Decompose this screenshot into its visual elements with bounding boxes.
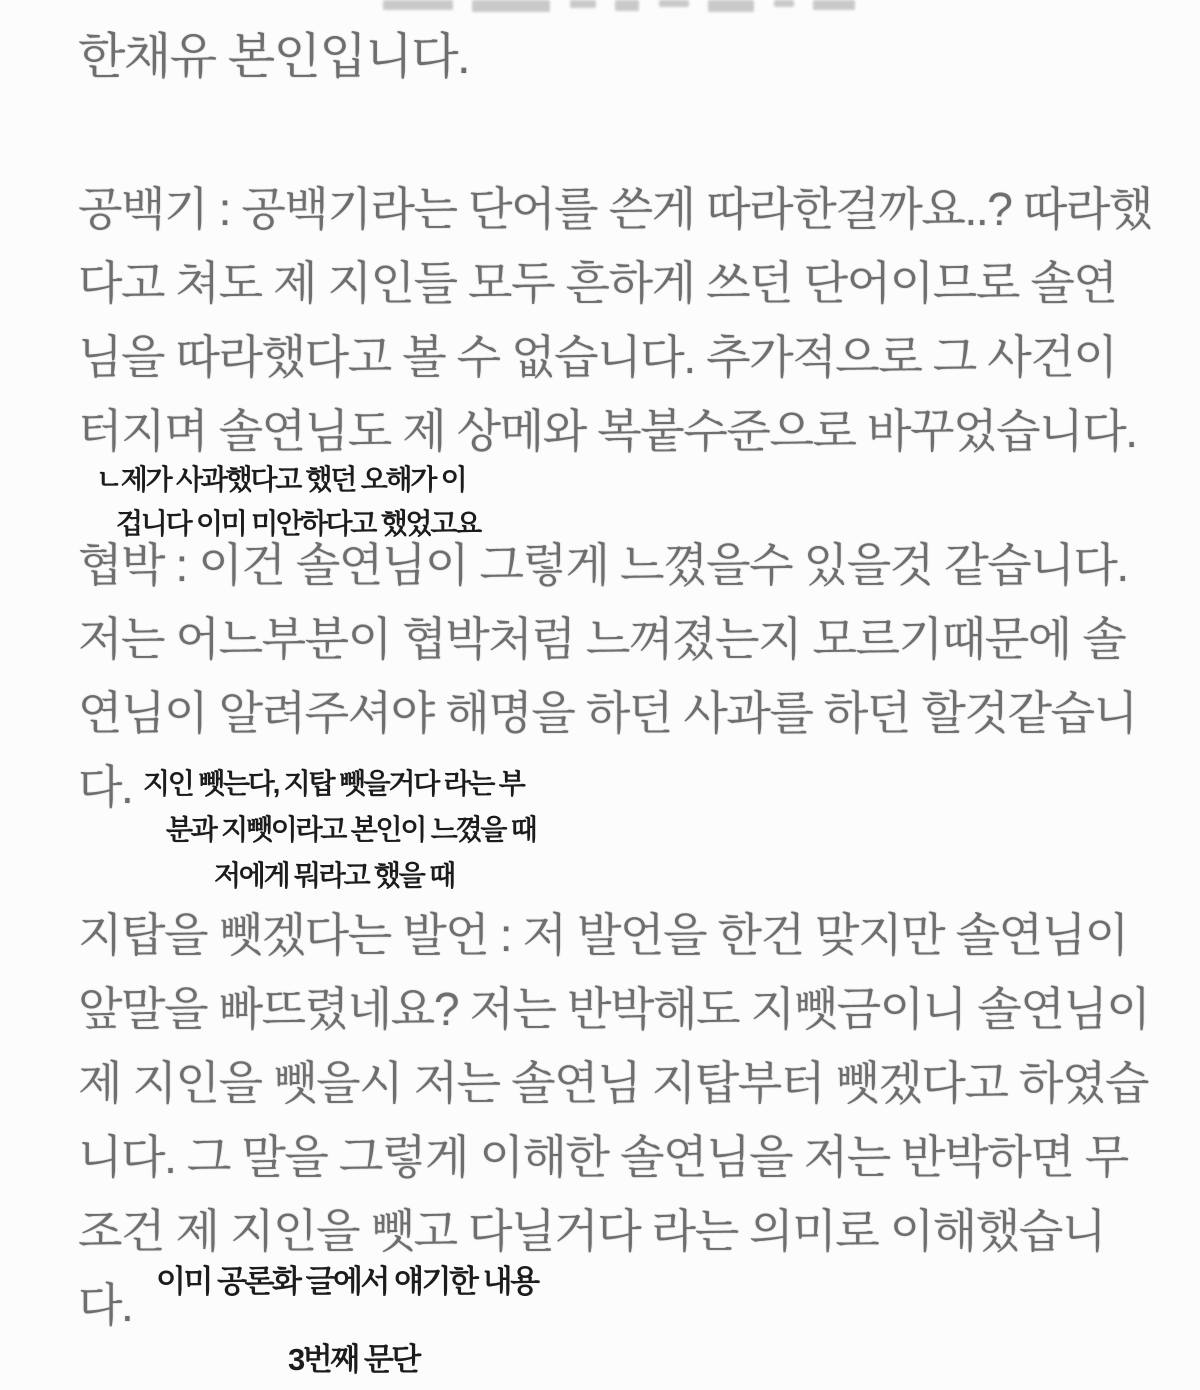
annotation3-line2: 3번째 문단 <box>288 1342 419 1377</box>
intro-line: 한채유 본인입니다. <box>78 30 470 84</box>
annotation1-line2: 겁니다 이미 미안하다고 했었고요 <box>116 508 480 539</box>
paragraph3-line3: 제 지인을 뺏을시 저는 솔연님 지탑부터 뺏겠다고 하였습 <box>78 1057 1149 1109</box>
annotation2-line2: 분과 지뺏이라고 본인이 느꼈을 때 <box>166 814 536 845</box>
fragment-mark <box>570 0 596 8</box>
annotation3-line1: 이미 공론화 글에서 얘기한 내용 <box>156 1264 538 1299</box>
fragment-mark <box>659 0 689 7</box>
fragment-mark <box>383 0 453 10</box>
annotation2-line3: 저에게 뭐라고 했을 때 <box>214 860 454 891</box>
cropped-text-fragment <box>383 0 870 16</box>
paragraph2-line3: 연님이 알려주셔야 해명을 하던 사과를 하던 할것같습니 <box>78 687 1137 739</box>
paragraph2-line1: 협박 : 이건 솔연님이 그렇게 느꼈을수 있을것 같습니다. <box>78 539 1128 591</box>
paragraph3-line4: 니다. 그 말을 그렇게 이해한 솔연님을 저는 반박하면 무 <box>78 1131 1128 1183</box>
paragraph3-line5: 조건 제 지인을 뺏고 다닐거다 라는 의미로 이해했습니 <box>78 1205 1106 1257</box>
fragment-mark <box>774 0 794 7</box>
fragment-mark <box>813 0 855 10</box>
paragraph3-line1: 지탑을 뺏겠다는 발언 : 저 발언을 한건 맞지만 솔연님이 <box>78 909 1128 961</box>
annotation1-line1: ㄴ제가 사과했다고 했던 오해가 이 <box>96 464 466 495</box>
paragraph1-line4: 터지며 솔연님도 제 상메와 복붙수준으로 바꾸었습니다. <box>78 405 1137 457</box>
paragraph2-line4: 다. <box>78 761 133 813</box>
fragment-mark <box>708 0 754 12</box>
paragraph1-line1: 공백기 : 공백기라는 단어를 쓴게 따라한걸까요..? 따라했 <box>78 183 1153 235</box>
annotation2-line1: 지인 뺏는다, 지탑 뺏을거다 라는 부 <box>143 768 524 799</box>
paragraph1-line2: 다고 쳐도 제 지인들 모두 흔하게 쓰던 단어이므로 솔연 <box>78 257 1117 309</box>
paragraph3-line2: 앞말을 빠뜨렸네요? 저는 반박해도 지뺏금이니 솔연님이 <box>78 983 1150 1035</box>
paragraph1-line3: 님을 따라했다고 볼 수 없습니다. 추가적으로 그 사건이 <box>78 331 1117 383</box>
fragment-mark <box>615 0 639 11</box>
paragraph2-line2: 저는 어느부분이 협박처럼 느껴졌는지 모르기때문에 솔 <box>78 613 1126 665</box>
fragment-mark <box>472 0 550 12</box>
paragraph3-line6: 다. <box>78 1279 133 1331</box>
